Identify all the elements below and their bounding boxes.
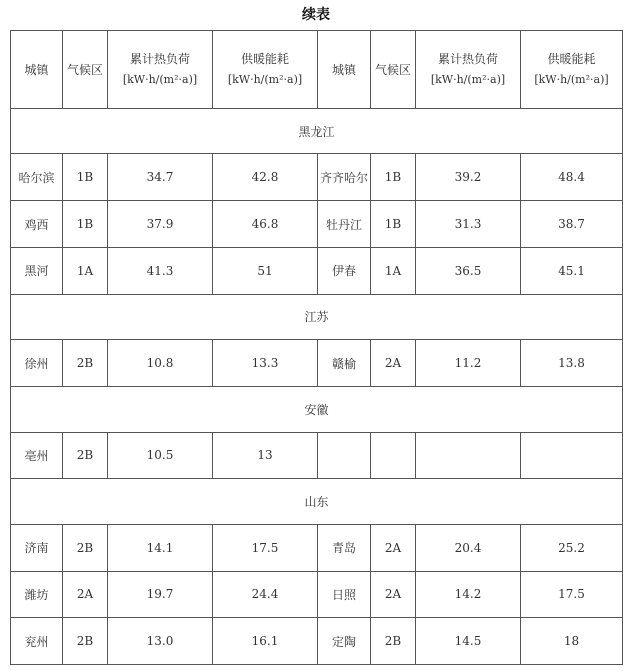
cell-load: 31.3 [416,201,521,248]
section-title: 安徽 [11,386,623,432]
table-row [11,524,623,571]
cell-energy: 48.4 [521,154,623,201]
cell-energy: 42.8 [213,154,318,201]
header-load-2 [416,31,521,109]
cell-load [416,432,521,479]
cell-load: 20.4 [416,524,521,571]
cell-load: 11.2 [416,340,521,387]
cell-energy: 18 [521,618,623,665]
cell-zone: 1B [371,201,416,248]
cell-energy: 45.1 [521,247,623,294]
cell-energy: 25.2 [521,524,623,571]
cell-load: 13.0 [108,618,213,665]
section-row [11,386,623,432]
header-energy-2 [521,31,623,109]
cell-energy: 17.5 [213,524,318,571]
cell-energy: 13.8 [521,340,623,387]
section-row [11,108,623,154]
table-body [11,31,623,665]
cell-load: 39.2 [416,154,521,201]
section-row [11,479,623,525]
header-load-title-2: 累计热负荷 [437,52,498,67]
cell-energy: 24.4 [213,571,318,618]
section-row [11,294,623,340]
cell-zone: 2B [63,340,108,387]
header-row [11,31,623,109]
table-row [11,618,623,665]
cell-load: 19.7 [108,571,213,618]
cell-load: 34.7 [108,154,213,201]
cell-city: 济南 [11,524,63,571]
header-zone: 气候区 [63,31,108,109]
cell-city: 黑河 [11,247,63,294]
section-title: 江苏 [11,294,623,340]
cell-zone: 2A [63,571,108,618]
header-load [108,31,213,109]
cell-energy: 13.3 [213,340,318,387]
cell-zone: 1A [63,247,108,294]
cell-energy: 16.1 [213,618,318,665]
cell-city: 赣榆 [318,340,371,387]
header-energy-title-2: 供暖能耗 [547,52,596,67]
cell-city: 哈尔滨 [11,154,63,201]
section-title: 山东 [11,479,623,525]
cell-city [318,432,371,479]
cell-zone: 1A [371,247,416,294]
header-energy-unit-2: [kW·h/(m²·a)] [534,73,609,87]
cell-zone: 2B [63,618,108,665]
cell-zone: 2A [371,571,416,618]
cell-load: 14.2 [416,571,521,618]
cell-city: 日照 [318,571,371,618]
cell-load: 10.8 [108,340,213,387]
cell-load: 10.5 [108,432,213,479]
header-load-unit: [kW·h/(m²·a)] [122,73,198,87]
header-energy [213,31,318,109]
cell-energy: 38.7 [521,201,623,248]
cell-city: 兖州 [11,618,63,665]
cell-zone: 1B [63,201,108,248]
cell-city: 定陶 [318,618,371,665]
cell-zone: 2B [371,618,416,665]
table-row [11,432,623,479]
cell-city: 徐州 [11,340,63,387]
section-title: 黑龙江 [11,108,623,154]
cell-load: 36.5 [416,247,521,294]
cell-zone: 1B [63,154,108,201]
cell-city: 潍坊 [11,571,63,618]
header-load-title: 累计热负荷 [129,52,190,67]
table-row [11,201,623,248]
header-energy-title: 供暖能耗 [240,52,289,67]
page-title: 续表 [302,7,330,23]
cell-zone: 2A [371,340,416,387]
cell-energy [521,432,623,479]
cell-city: 鸡西 [11,201,63,248]
cell-zone: 2B [63,432,108,479]
cell-energy: 13 [213,432,318,479]
header-load-unit-2: [kW·h/(m²·a)] [430,73,506,87]
cell-load: 14.1 [108,524,213,571]
header-zone-2: 气候区 [371,31,416,109]
cell-energy: 17.5 [521,571,623,618]
header-city-2: 城镇 [318,31,371,109]
cell-city: 伊春 [318,247,371,294]
cell-city: 齐齐哈尔 [318,154,371,201]
cell-zone: 2A [371,524,416,571]
cell-city: 亳州 [11,432,63,479]
table-row [11,154,623,201]
header-city: 城镇 [11,31,63,109]
cell-zone: 2B [63,524,108,571]
cell-city: 牡丹江 [318,201,371,248]
table-row [11,340,623,387]
cell-load: 41.3 [108,247,213,294]
cell-energy: 46.8 [213,201,318,248]
heating-data-table [10,30,623,665]
table-row [11,247,623,294]
cell-zone: 1B [371,154,416,201]
table-row [11,571,623,618]
header-energy-unit: [kW·h/(m²·a)] [227,73,303,87]
cell-zone [371,432,416,479]
cell-load: 14.5 [416,618,521,665]
cell-load: 37.9 [108,201,213,248]
cell-energy: 51 [213,247,318,294]
cell-city: 青岛 [318,524,371,571]
